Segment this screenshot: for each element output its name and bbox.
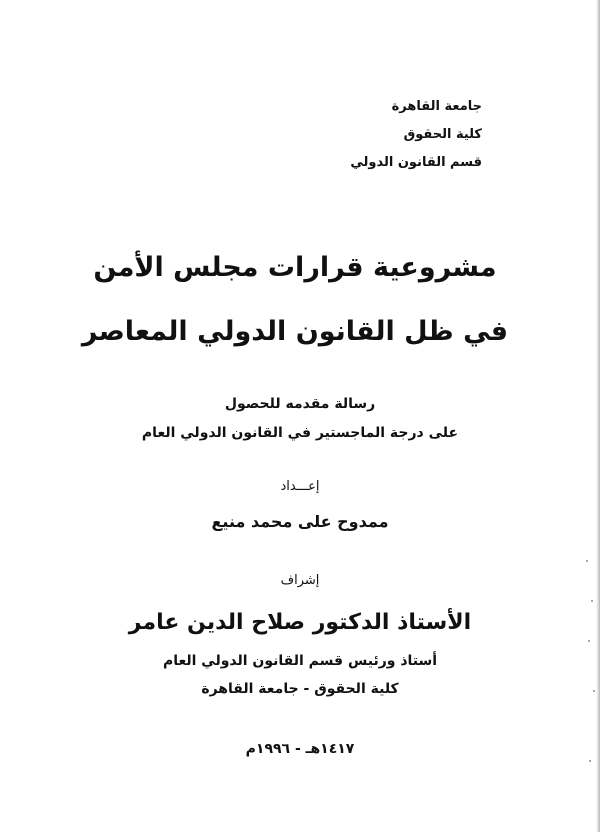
supervisor-affiliation: كلية الحقوق - جامعة القاهرة — [201, 681, 399, 697]
scan-page-edge — [596, 0, 600, 832]
department-name: قسم القانون الدولي — [350, 155, 482, 170]
scan-speck — [591, 600, 593, 602]
thesis-title-line-2: في ظل القانون الدولي المعاصر — [81, 316, 509, 347]
faculty-name: كلية الحقوق — [403, 127, 482, 142]
university-name: جامعة القاهرة — [391, 99, 482, 114]
thesis-purpose-line-2: على درجة الماجستير في القانون الدولي العام — [141, 425, 459, 441]
preparation-label: إعـــداد — [280, 479, 320, 494]
supervisor-name: الأستاذ الدكتور صلاح الدين عامر — [128, 610, 472, 635]
thesis-purpose-line-1: رسالة مقدمه للحصول — [224, 396, 376, 412]
thesis-date: ١٤١٧هـ - ١٩٩٦م — [245, 741, 355, 757]
supervisor-position: أستاذ ورئيس قسم القانون الدولي العام — [162, 653, 438, 669]
supervision-label: إشراف — [280, 573, 320, 588]
thesis-title-line-1: مشروعية قرارات مجلس الأمن — [93, 252, 497, 283]
scan-speck — [588, 640, 590, 642]
author-name: ممدوح على محمد منيع — [211, 512, 389, 531]
scan-speck — [586, 560, 588, 562]
scan-speck — [589, 760, 591, 762]
scan-speck — [593, 690, 595, 692]
